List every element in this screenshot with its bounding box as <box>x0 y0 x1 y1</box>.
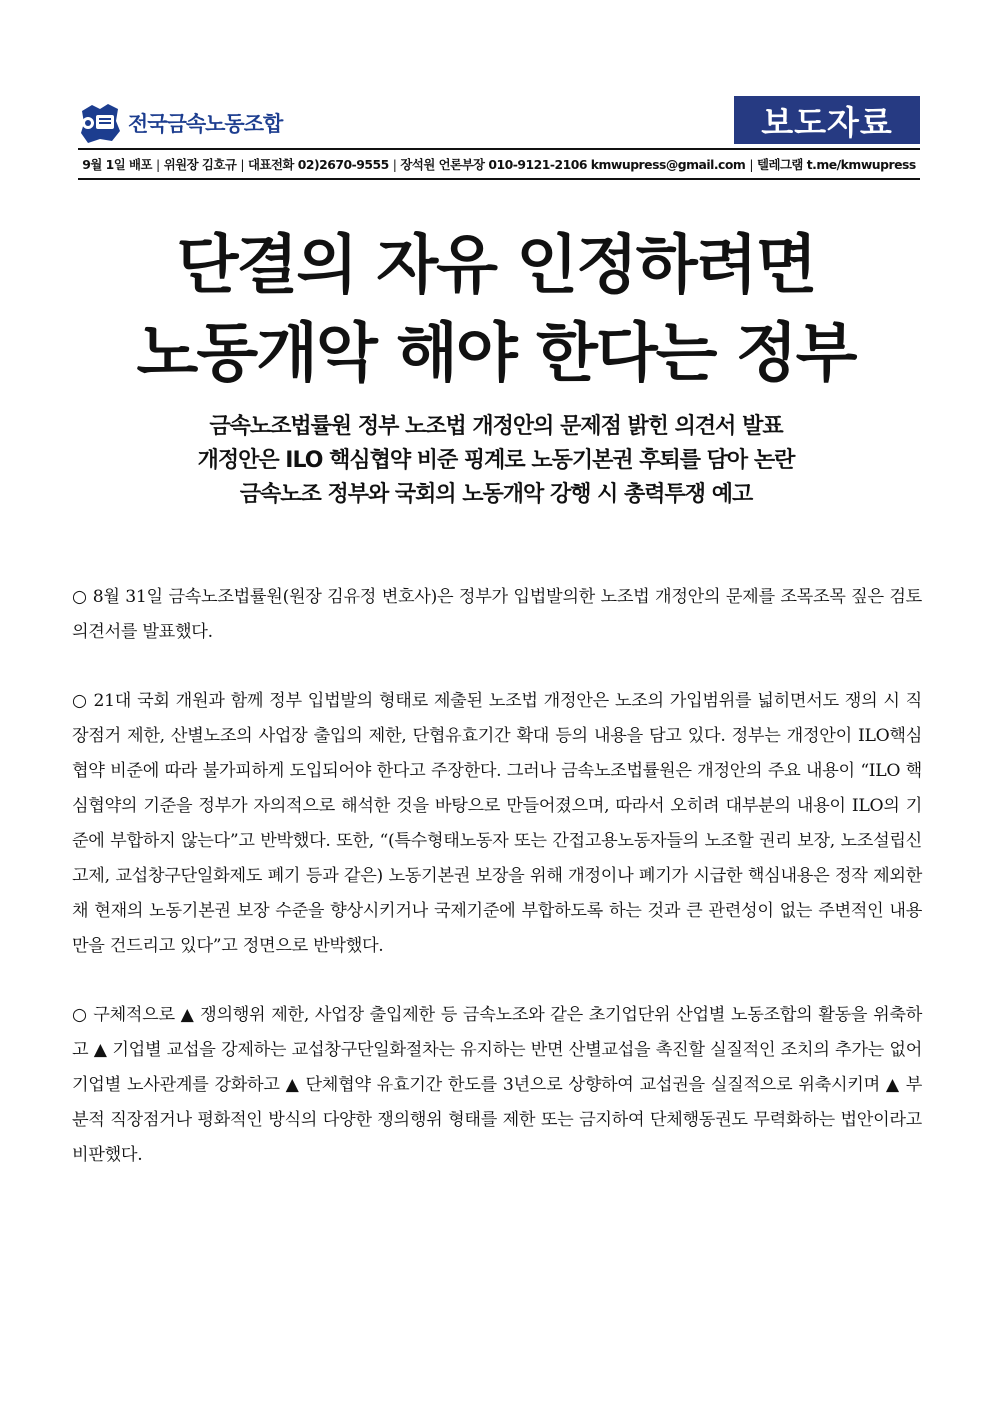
article-body <box>72 580 922 1207</box>
subheadline-2: 개정안은 ILO 핵심협약 비준 핑계로 노동기본권 후퇴를 담아 논란 <box>197 448 795 473</box>
org-name: 전국금속노동조합 <box>128 112 283 136</box>
chairman: 위원장 김호규 <box>163 157 237 172</box>
press-header <box>78 96 920 180</box>
headline-line-1: 단결의 자유 인정하려면 <box>176 229 816 303</box>
headline-line-2: 노동개악 해야 한다는 정부 <box>136 317 856 391</box>
union-logo <box>78 101 282 145</box>
separator: | <box>392 156 397 172</box>
press-release-badge: 보도자료 <box>734 96 920 144</box>
paragraph-3: ○ 구체적으로 ▲ 쟁의행위 제한, 사업장 출입제한 등 금속노조와 같은 초기업단위 산업별 노동조합의 활동을 위축하고 ▲ 기업별 교섭을 강제하는 교섭창구단일화절차는 유지하는 반면 산별교섭을 촉진할 실질적인 조치의 추가는 없어 기업별 노사관계를 강화하고 ▲ 단체협약 유효기간 한도를 3년으로 상향하여 교섭권을 실질적으로 위축시키며 ▲ 부분적 직장점거나 평화적인 방식의 다양한 쟁의행위 형태를 제한 또는 금지하여 단체행동권도 무력화하는 법안이라고 비판했다. <box>72 1005 922 1165</box>
separator: | <box>240 156 245 172</box>
telegram-contact: 텔레그램 t.me/kmwupress <box>757 157 916 172</box>
paragraph-2: ○ 21대 국회 개원과 함께 정부 입법발의 형태로 제출된 노조법 개정안은 노조의 가입범위를 넓히면서도 쟁의 시 직장점거 제한, 산별노조의 사업장 출입의 제한, 단협유효기간 확대 등의 내용을 담고 있다. 정부는 개정안이 ILO핵심협약 비준에 따라 불가피하게 도입되어야 한다고 주장한다. 그러나 금속노조법률원은 개정안의 주요 내용이 “ILO 핵심협약의 기준을 정부가 자의적으로 해석한 것을 바탕으로 만들어졌으며, 따라서 오히려 대부분의 내용이 ILO의 기준에 부합하지 않는다”고 반박했다. 또한, “(특수형태노동자 또는 간접고용노동자들의 노조할 권리 보장, 노조설립신고제, 교섭창구단일화제도 폐기 등과 같은) 노동기본권 보장을 위해 개정이나 폐기가 시급한 핵심내용은 정작 제외한 채 현재의 노동기본권 보장 수준을 향상시키거나 국제기준에 부합하도록 하는 것과 큰 관련성이 없는 주변적인 내용만을 건드리고 있다”고 정면으로 반박했다. <box>72 691 922 956</box>
release-date: 9월 1일 배포 <box>82 157 152 172</box>
subheadline-3: 금속노조 정부와 국회의 노동개악 강행 시 총력투쟁 예고 <box>239 482 753 507</box>
union-emblem-icon <box>78 101 122 145</box>
press-contact: 장석원 언론부장 010-9121-2106 kmwupress@gmail.com <box>400 157 746 172</box>
separator: | <box>749 156 754 172</box>
paragraph-1: ○ 8월 31일 금속노조법률원(원장 김유정 변호사)은 정부가 입법발의한 노조법 개정안의 문제를 조목조목 짚은 검토의견서를 발표했다. <box>72 587 922 642</box>
separator: | <box>156 156 160 172</box>
contact-bar <box>78 148 920 180</box>
subheadlines <box>0 410 992 512</box>
subheadline-1: 금속노조법률원 정부 노조법 개정안의 문제점 밝힌 의견서 발표 <box>209 414 783 439</box>
main-phone: 대표전화 02)2670-9555 <box>248 157 389 172</box>
headline <box>0 222 992 398</box>
